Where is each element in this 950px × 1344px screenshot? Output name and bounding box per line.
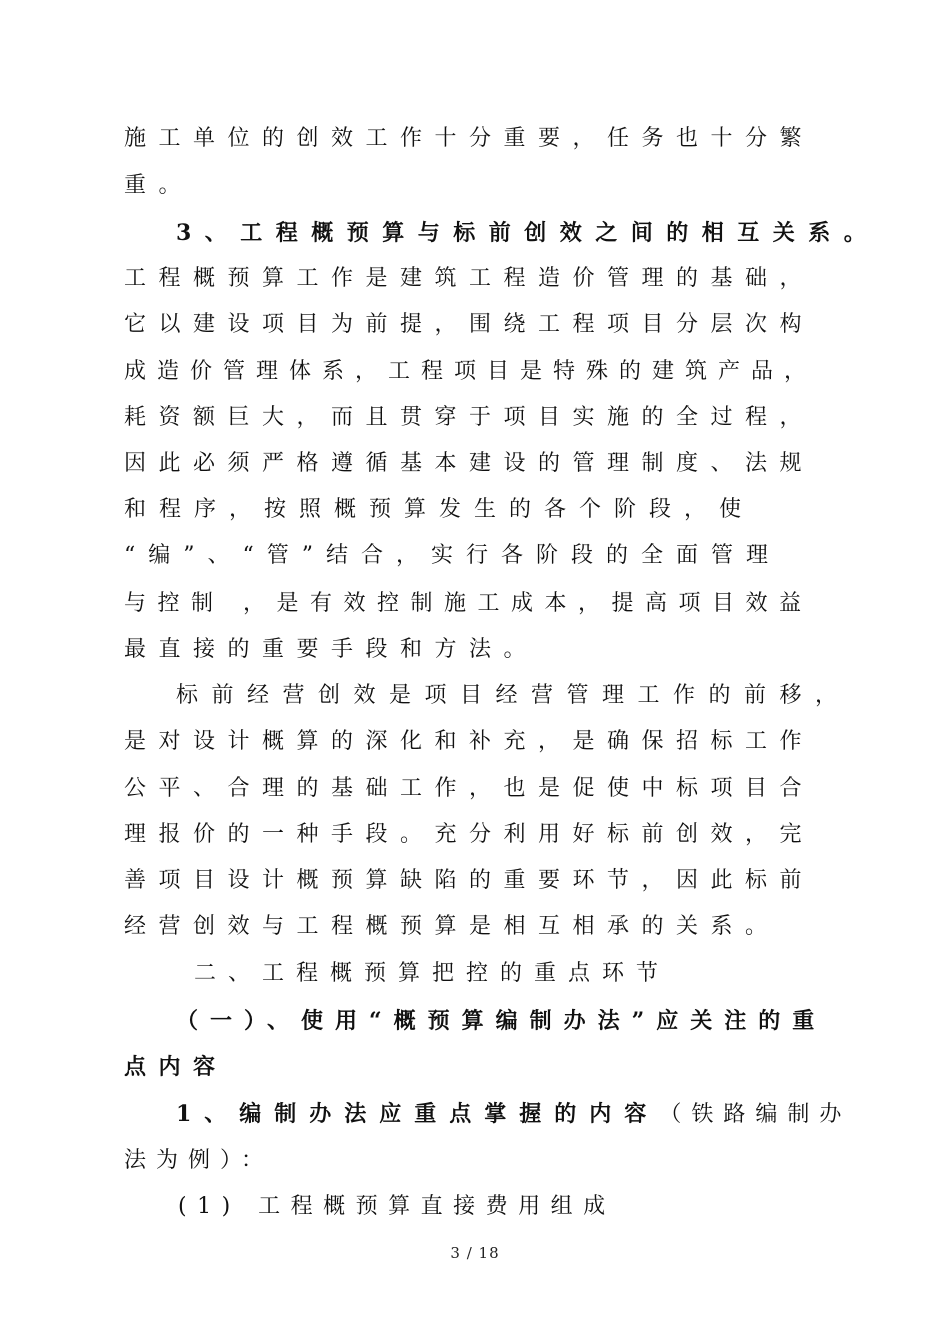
body-line: 因此必须严格遵循基本建设的管理制度、法规 [124, 451, 815, 476]
body-line: 法为例）： [124, 1148, 274, 1173]
subsection-heading: （一）、使用“概预算编制办法”应关注的重 [176, 1008, 827, 1034]
body-line: 是对设计概算的深化和补充，是确保招标工作 [124, 729, 815, 754]
body-line: 善项目设计概预算缺陷的重要环节，因此标前 [124, 868, 815, 893]
body-line: 与控制 ，是有效控制施工成本，提高项目效益 [124, 591, 813, 616]
body-line: 公平、合理的基础工作，也是促使中标项目合 [124, 776, 815, 801]
chapter-heading: 二、工程概预算把控的重点环节 [194, 961, 671, 986]
body-line: 工程概预算工作是建筑工程造价管理的基础， [124, 266, 815, 291]
body-line: 成造价管理体系，工程项目是特殊的建筑产品， [124, 359, 818, 384]
body-line: 和程序，按照概预算发生的各个阶段，使 [124, 497, 755, 522]
page-number-current: 3 [450, 1244, 461, 1262]
body-line: 经营创效与工程概预算是相互相承的关系。 [124, 914, 780, 939]
page-number-total: 18 [478, 1244, 500, 1262]
body-line: 它以建设项目为前提，围绕工程项目分层次构 [124, 312, 815, 337]
body-line: 标前经营创效是项目经营管理工作的前移， [176, 683, 851, 708]
body-line: 重。 [124, 173, 194, 198]
subsection-heading-cont: 点内容 [124, 1054, 228, 1080]
item-heading-tail: （铁路编制办 [659, 1102, 852, 1127]
page-number-separator: / [466, 1244, 473, 1262]
body-line: 理报价的一种手段。充分利用好标前创效，完 [124, 822, 815, 847]
page-footer [0, 1243, 950, 1263]
body-line: “编”、“管”结合，实行各阶段的全面管理 [124, 543, 781, 568]
section-heading: 3、工程概预算与标前创效之间的相互关系。 [176, 220, 880, 246]
item-heading-bold: 1、编制办法应重点掌握的内容 [176, 1101, 660, 1127]
list-item: (1) 工程概预算直接费用组成 [178, 1194, 616, 1219]
item-heading [176, 1099, 851, 1130]
body-line: 最直接的重要手段和方法。 [124, 637, 539, 662]
body-line: 施工单位的创效工作十分重要，任务也十分繁 [124, 126, 815, 151]
body-line: 耗资额巨大，而且贯穿于项目实施的全过程， [124, 405, 815, 430]
